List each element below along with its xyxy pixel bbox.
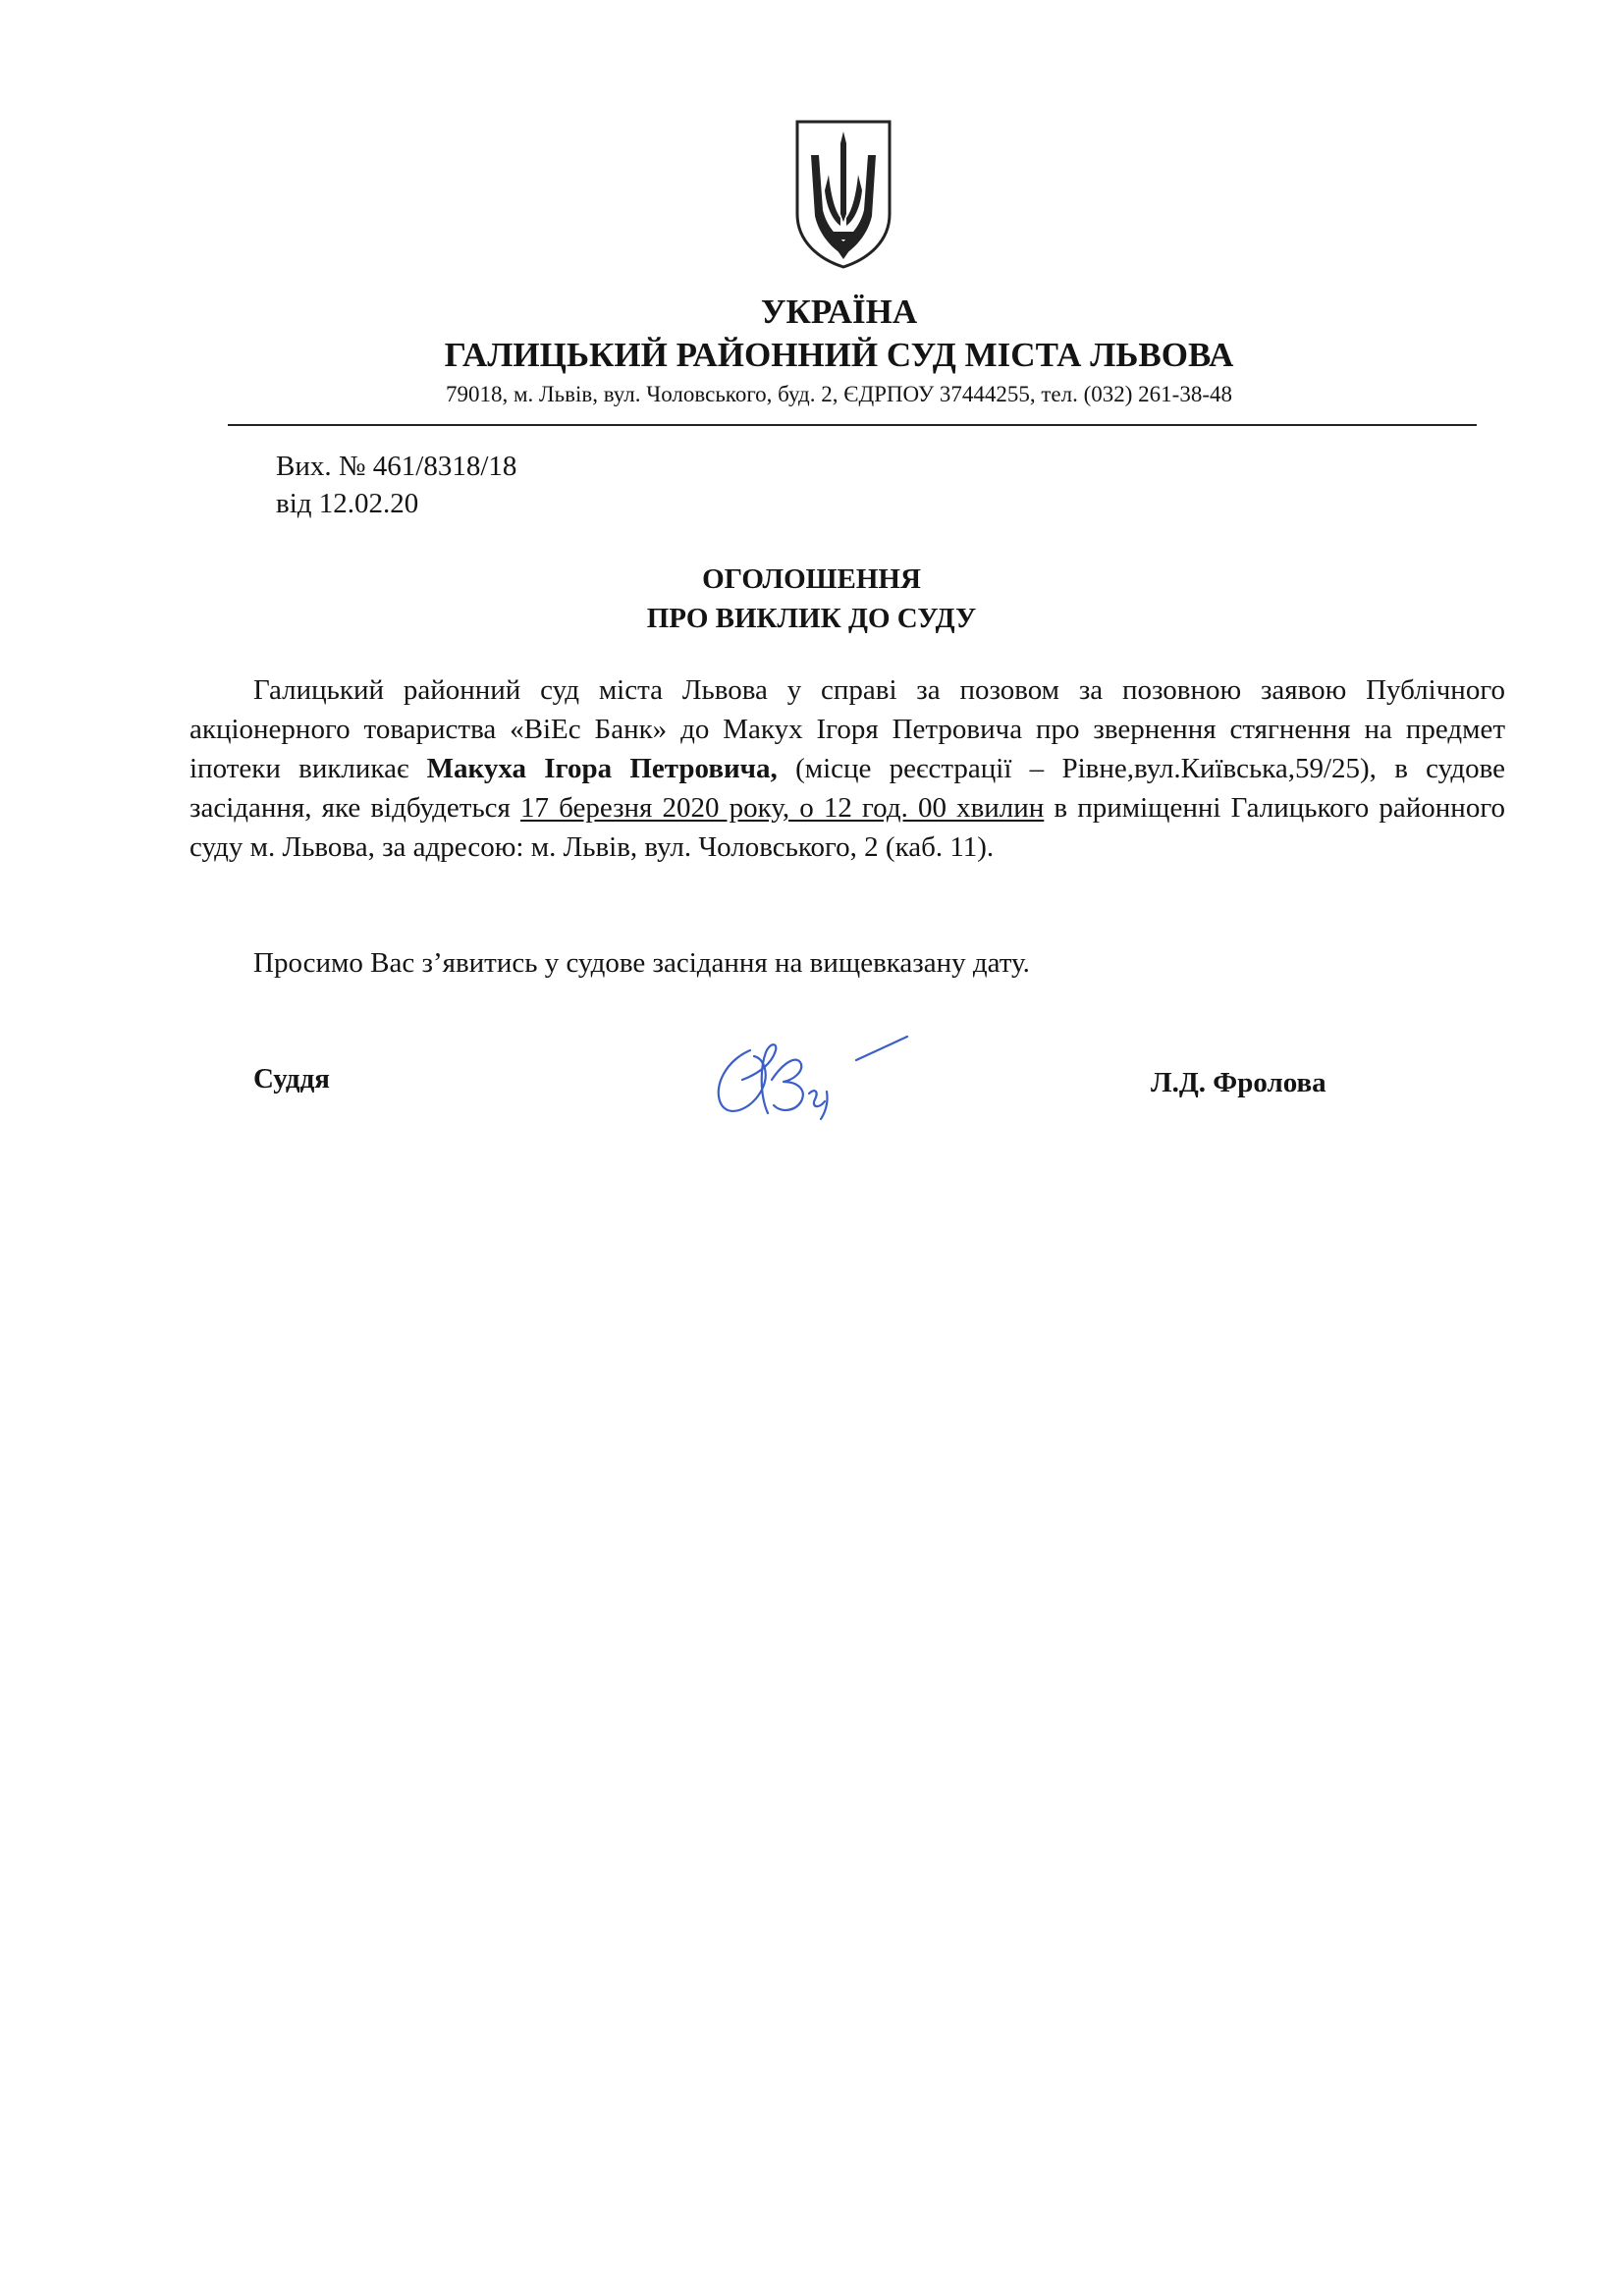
summoned-person: Макуха Ігора Петровича, — [426, 753, 778, 784]
document-title-line1: ОГОЛОШЕННЯ — [702, 563, 921, 595]
judge-title: Суддя — [253, 1063, 330, 1095]
court-name-heading: ГАЛИЦЬКИЙ РАЙОННИЙ СУД МІСТА ЛЬВОВА — [444, 336, 1234, 374]
summons-text-part1: Галицький районний суд міста Львова у справі за позовом за позовною заявою Публічного акціонерного товариства «ВіЕс Банк» до Макух Ігоря Петровича про звернення стягнення на предмет іпотеки викликає — [189, 674, 1505, 784]
handwritten-signature — [699, 1021, 925, 1129]
document-title — [0, 560, 1623, 638]
hearing-datetime: 17 березня 2020 року, о 12 год. 00 хвилин — [520, 792, 1045, 824]
judge-name: Л.Д. Фролова — [1151, 1067, 1326, 1098]
coat-of-arms-icon — [789, 116, 897, 271]
country-heading: УКРАЇНА — [760, 293, 918, 331]
summons-text-part2: (місце реєстрації – Рівне,вул.Київська,59/25), в судове засідання, яке відбудеться — [189, 753, 1505, 824]
summons-paragraph — [189, 670, 1505, 867]
document-title-line2: ПРО ВИКЛИК ДО СУДУ — [646, 603, 977, 634]
header-divider — [228, 424, 1477, 426]
outgoing-date: від 12.02.20 — [276, 488, 419, 519]
court-address: 79018, м. Львів, вул. Чоловського, буд. 2, ЄДРПОУ 37444255, тел. (032) 261-38-48 — [445, 382, 1233, 406]
summons-text-part3: в приміщенні Галицького районного суду м. Львова, за адресою: м. Львів, вул. Чоловського, 2 (каб. 11). — [189, 792, 1505, 863]
outgoing-number: Вих. № 461/8318/18 — [276, 451, 517, 482]
outgoing-reference — [276, 448, 516, 522]
appearance-request: Просимо Вас з’явитись у судове засідання на вищевказану дату. — [253, 947, 1030, 979]
